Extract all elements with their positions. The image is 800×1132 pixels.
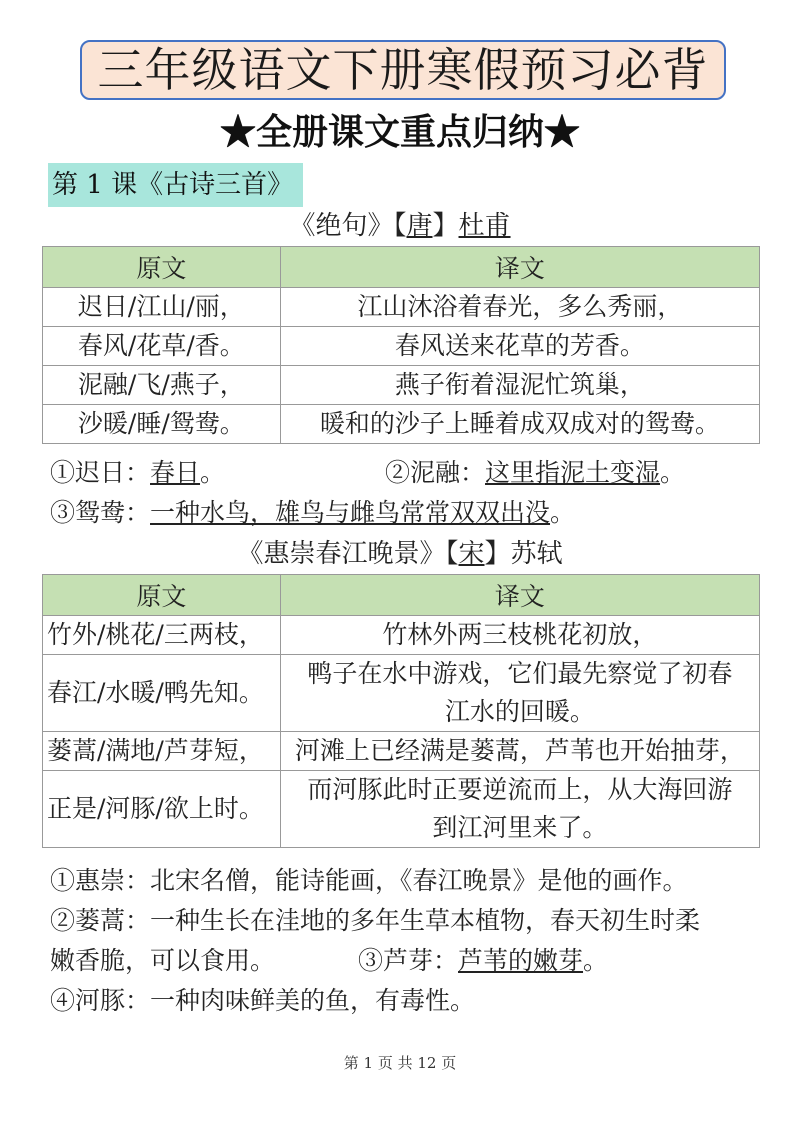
translation-line: 而河豚此时正要逆流而上，从大海回游: [307, 775, 733, 804]
poem1-note-1: [50, 454, 225, 492]
table-row: [43, 366, 760, 405]
poem2-table: [42, 574, 760, 848]
poem1-note-3: [50, 494, 575, 532]
original-cell: 泥融/飞/燕子，: [43, 366, 281, 405]
table-row: [43, 655, 760, 732]
table-row: [43, 327, 760, 366]
translation-line: 竹林外两三枝桃花初放，: [382, 620, 658, 649]
poem2-note-2-line1: ②蒌蒿：一种生长在洼地的多年生草本植物，春天初生时柔: [50, 906, 701, 935]
page-title: 三年级语文下册寒假预习必背: [80, 40, 726, 100]
translation-cell: 暖和的沙子上睡着成双成对的鸳鸯。: [280, 405, 759, 444]
note-label: ①迟日：: [50, 458, 151, 487]
translation-cell: 春风送来花草的芳香。: [280, 327, 759, 366]
translation-cell: [280, 616, 759, 655]
col-original: 原文: [43, 575, 281, 616]
translation-line: 鸭子在水中游戏，它们最先察觉了初春: [307, 659, 733, 688]
poem1-title: 《绝句》: [289, 211, 394, 241]
poem1-heading: [0, 208, 800, 244]
original-cell: 迟日/江山/丽，: [43, 288, 281, 327]
table-header-row: [43, 247, 760, 288]
page-subtitle: ★全册课文重点归纳★: [219, 111, 580, 153]
table-row: [43, 616, 760, 655]
note-text: 这里指泥土变湿: [485, 458, 661, 487]
note-text: 一种水鸟，雄鸟与雌鸟常常双双出没: [150, 498, 551, 527]
note-label: ②泥融：: [385, 458, 486, 487]
poem1-dynasty-close: 】: [432, 211, 459, 241]
poem1-note-2: [385, 454, 685, 492]
poem2-title: 《惠崇春江晚景》: [237, 539, 446, 569]
poem2-dynasty-close: 】: [484, 539, 511, 569]
table-row: [43, 732, 760, 771]
translation-line: 到江河里来了。: [432, 813, 608, 842]
note-end: 。: [583, 946, 609, 975]
table-row: [43, 771, 760, 848]
col-translation: 译文: [280, 575, 759, 616]
col-original: 原文: [43, 247, 281, 288]
note-end: 。: [660, 458, 686, 487]
poem2-note-4: ④河豚：一种肉味鲜美的鱼，有毒性。: [50, 986, 476, 1015]
table-header-row: [43, 575, 760, 616]
translation-cell: 江山沐浴着春光，多么秀丽，: [280, 288, 759, 327]
page-footer: 第 1 页 共 12 页: [343, 1054, 457, 1072]
poem2-note-3: [358, 942, 608, 980]
col-translation: 译文: [280, 247, 759, 288]
poem2-dynasty: 宋: [458, 539, 485, 569]
original-cell: 春江/水暖/鸭先知。: [43, 655, 281, 732]
poem2-author: 苏轼: [510, 539, 563, 569]
translation-cell: [280, 732, 759, 771]
poem1-dynasty: 唐: [406, 211, 433, 241]
poem1-dynasty-open: 【: [393, 211, 407, 241]
note-label: ③芦芽：: [358, 946, 459, 975]
note-label: ③鸳鸯：: [50, 498, 151, 527]
poem2-note-2-line2: 嫩香脆，可以食用。: [50, 946, 276, 975]
note-end: 。: [200, 458, 226, 487]
original-cell: 春风/花草/香。: [43, 327, 281, 366]
poem2-heading: [0, 536, 800, 572]
original-cell: 正是/河豚/欲上时。: [43, 771, 281, 848]
poem2-dynasty-open: 【: [445, 539, 459, 569]
poem2-note-1: ①惠崇：北宋名僧，能诗能画，《春江晚景》是他的画作。: [50, 866, 688, 895]
original-cell: 沙暖/睡/鸳鸯。: [43, 405, 281, 444]
translation-line: 河滩上已经满是蒌蒿，芦苇也开始抽芽，: [294, 736, 745, 765]
original-cell: 蒌蒿/满地/芦芽短，: [43, 732, 281, 771]
poem1-author: 杜甫: [458, 211, 511, 241]
translation-cell: [280, 771, 759, 848]
table-row: [43, 405, 760, 444]
translation-line: 江水的回暖。: [444, 697, 595, 726]
poem1-table: [42, 246, 760, 444]
lesson-heading: 第 1 课《古诗三首》: [48, 163, 303, 207]
translation-cell: 燕子衔着湿泥忙筑巢，: [280, 366, 759, 405]
note-text: 芦苇的嫩芽: [458, 946, 584, 975]
table-row: [43, 288, 760, 327]
note-text: 春日: [150, 458, 201, 487]
original-cell: 竹外/桃花/三两枝，: [43, 616, 281, 655]
translation-cell: [280, 655, 759, 732]
note-end: 。: [550, 498, 576, 527]
